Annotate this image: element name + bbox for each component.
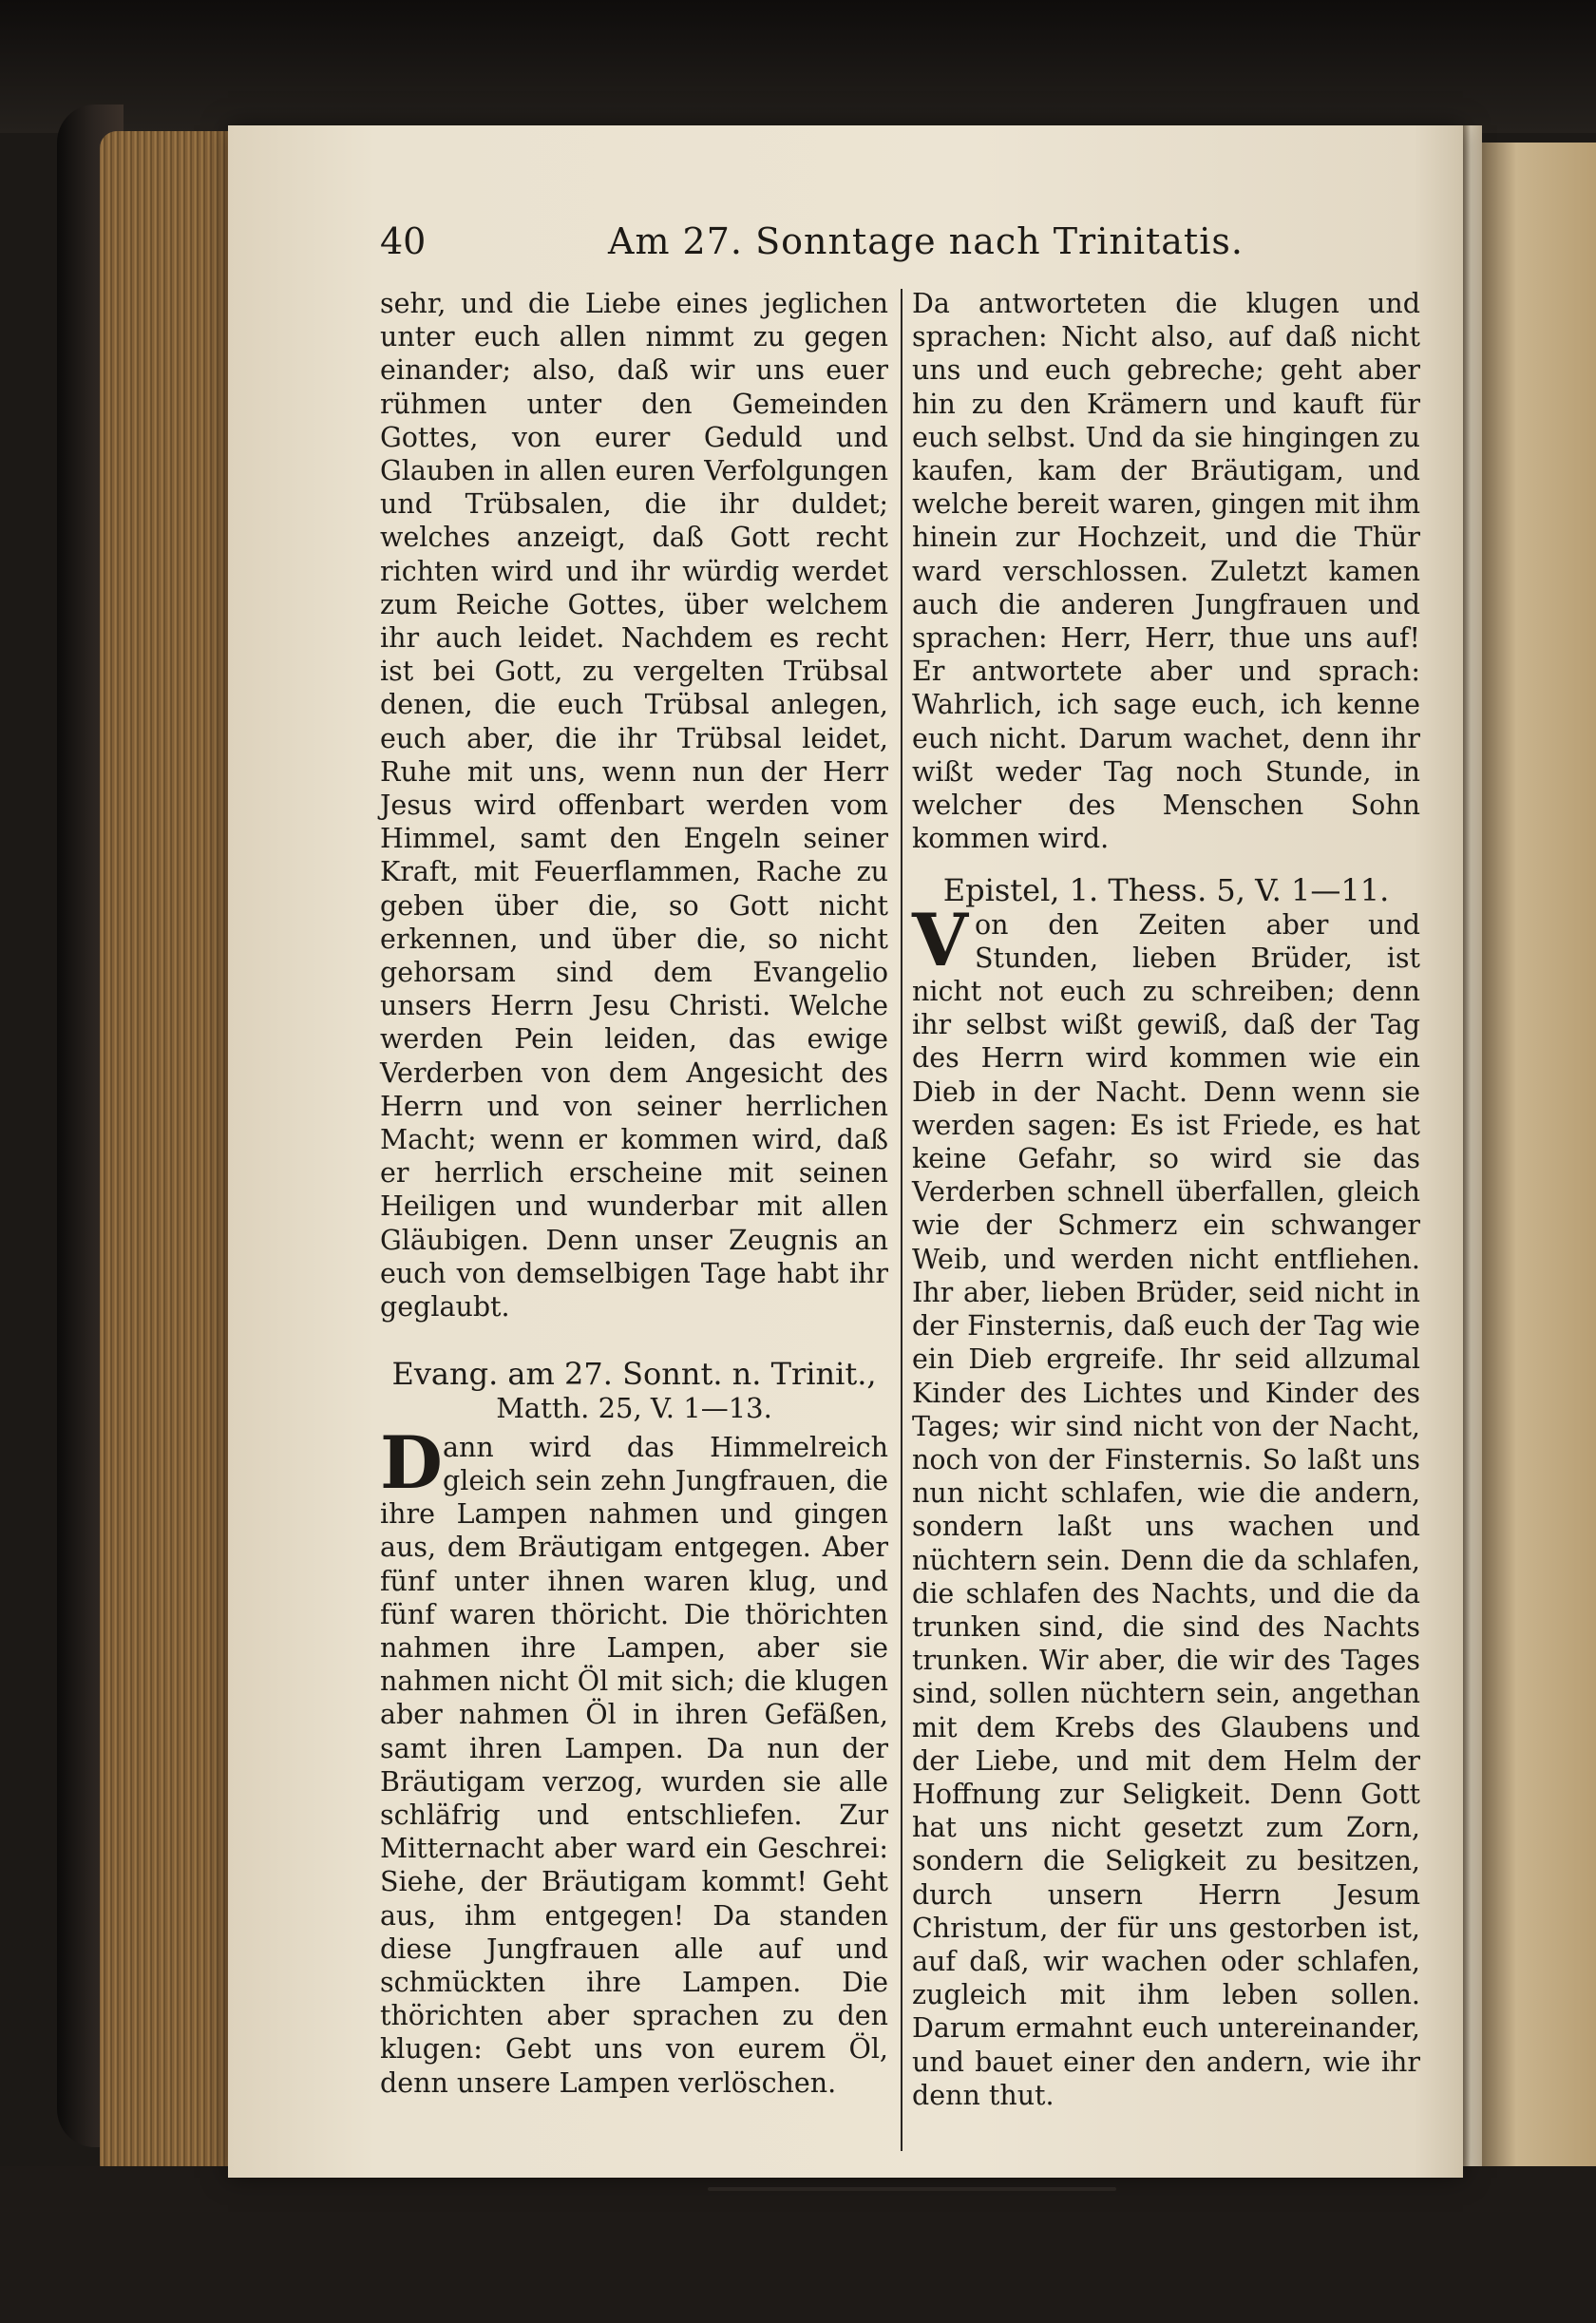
- drop-cap: D: [380, 1419, 443, 1505]
- page-edges: [100, 131, 242, 2174]
- book-page: [228, 125, 1463, 2178]
- epistle-heading: Epistel, 1. Thess. 5, V. 1—11.: [942, 872, 1390, 909]
- right-column: [912, 287, 1420, 2112]
- gospel-heading: Evang. am 27. Sonnt. n. Trinit.,: [391, 1356, 877, 1393]
- left-column: [380, 287, 888, 2100]
- gospel-body: ann wird das Himmelreich gleich sein zehn Jungfrauen, die ihre Lampen nahmen und gingen aus, dem Bräutigam entgegen. Aber fünf unter ihnen waren klug, und fünf waren thöricht. Die thörichten nahmen ihre Lampen, aber sie nahmen nicht Öl mit sich; die klugen aber nahmen Öl in ihren Gefäßen, samt ihren Lampen. Da nun der Bräutigam verzog, wurden sie alle schläfrig und entschliefen. Zur Mitternacht aber ward ein Geschrei: Siehe, der Bräutigam kommt! Geht aus, ihm entgegen! Da standen diese Jungfrauen alle auf und schmückten ihre Lampen. Die thörichten aber sprachen zu den klugen: Gebt uns von eurem Öl, denn unsere Lampen verlöschen.: [380, 1431, 888, 2099]
- epistle-body: on den Zeiten aber und Stunden, lieben Brüder, ist nicht not euch zu schreiben; denn ihr selbst wißt gewiß, daß der Tag des Herrn wird kommen wie ein Dieb in der Nacht. Denn wenn sie werden sagen: Es ist Friede, es hat keine Gefahr, so wird sie das Verderben schnell überfallen, gleich wie der Schmerz ein schwanger Weib, und werden nicht entfliehen. Ihr aber, lieben Brüder, seid nicht in der Finsternis, daß euch der Tag wie ein Dieb ergreife. Ihr seid allzumal Kinder des Lichtes und Kinder des Tages; wir sind nicht von der Nacht, noch von der Finsternis. So laßt uns nun nicht schlafen, wie die andern, sondern laßt uns wachen und nüchtern sein. Denn die da schlafen, die schlafen des Nachts, und die da trunken sind, die sind des Nachts trunken. Wir aber, die wir des Tages sind, sollen nüchtern sein, angethan mit dem Krebs des Glaubens und der Liebe, und mit dem Helm der Hoffnung zur Seligkeit. Denn Gott hat uns nicht gesetzt zum Zorn, sondern die Seligkeit zu besitzen, durch unsern Herrn Jesum Christum, der für uns gestorben ist, auf daß, wir wachen oder schlafen, zugleich mit ihm leben sollen. Darum ermahnt euch untereinander, und bauet einer den andern, wie ihr denn thut.: [912, 908, 1420, 2111]
- page-header: [380, 220, 1425, 277]
- drop-cap: V: [912, 897, 968, 982]
- gospel-text: [380, 1419, 888, 2100]
- right-page-edge: [1463, 125, 1482, 2178]
- end-rule: [708, 2187, 1116, 2191]
- running-title: Am 27. Sonntage nach Trinitatis.: [608, 220, 1244, 262]
- column-divider: [901, 289, 902, 2151]
- book-cover-top: [0, 0, 1596, 133]
- next-page: [1482, 143, 1596, 2166]
- epistle-text: [912, 897, 1420, 2112]
- gospel-reference: Matth. 25, V. 1—13.: [496, 1391, 772, 1424]
- page-number: 40: [380, 220, 427, 262]
- epistle-continuation: sehr, und die Liebe eines jeglichen unter euch allen nimmt zu gegen einander; also, daß wir uns euer rühmen unter den Gemeinden Gottes, von eurer Geduld und Glauben in allen euren Verfolgungen und Trübsalen, die ihr duldet; welches anzeigt, daß Gott recht richten wird und ihr würdig werdet zum Reiche Gottes, über welchem ihr auch leidet. Nachdem es recht ist bei Gott, zu vergelten Trübsal denen, die euch Trübsal anlegen, euch aber, die ihr Trübsal leidet, Ruhe mit uns, wenn nun der Herr Jesus wird offenbart werden vom Himmel, samt den Engeln seiner Kraft, mit Feuerflammen, Rache zu geben über die, so Gott nicht erkennen, und über die, so nicht gehorsam sind dem Evangelio unsers Herrn Jesu Christi. Welche werden Pein leiden, das ewige Verderben von dem Angesicht des Herrn und von seiner herrlichen Macht; wenn er kommen wird, daß er herrlich erscheine mit seinen Heiligen und wunderbar mit allen Gläubigen. Denn unser Zeugnis an euch von demselbigen Tage habt ihr geglaubt.: [380, 288, 888, 1323]
- gospel-continuation: Da antworteten die klugen und sprachen: Nicht also, auf daß nicht uns und euch gebreche; geht aber hin zu den Krämern und kauft für euch selbst. Und da sie hingingen zu kaufen, kam der Bräutigam, und welche bereit waren, gingen mit ihm hinein zur Hochzeit, und die Thür ward verschlossen. Zuletzt kamen auch die anderen Jungfrauen und sprachen: Herr, Herr, thue uns auf! Er antwortete aber und sprach: Wahrlich, ich sage euch, ich kenne euch nicht. Darum wachet, denn ihr wißt weder Tag noch Stunde, in welcher des Menschen Sohn kommen wird.: [912, 288, 1420, 855]
